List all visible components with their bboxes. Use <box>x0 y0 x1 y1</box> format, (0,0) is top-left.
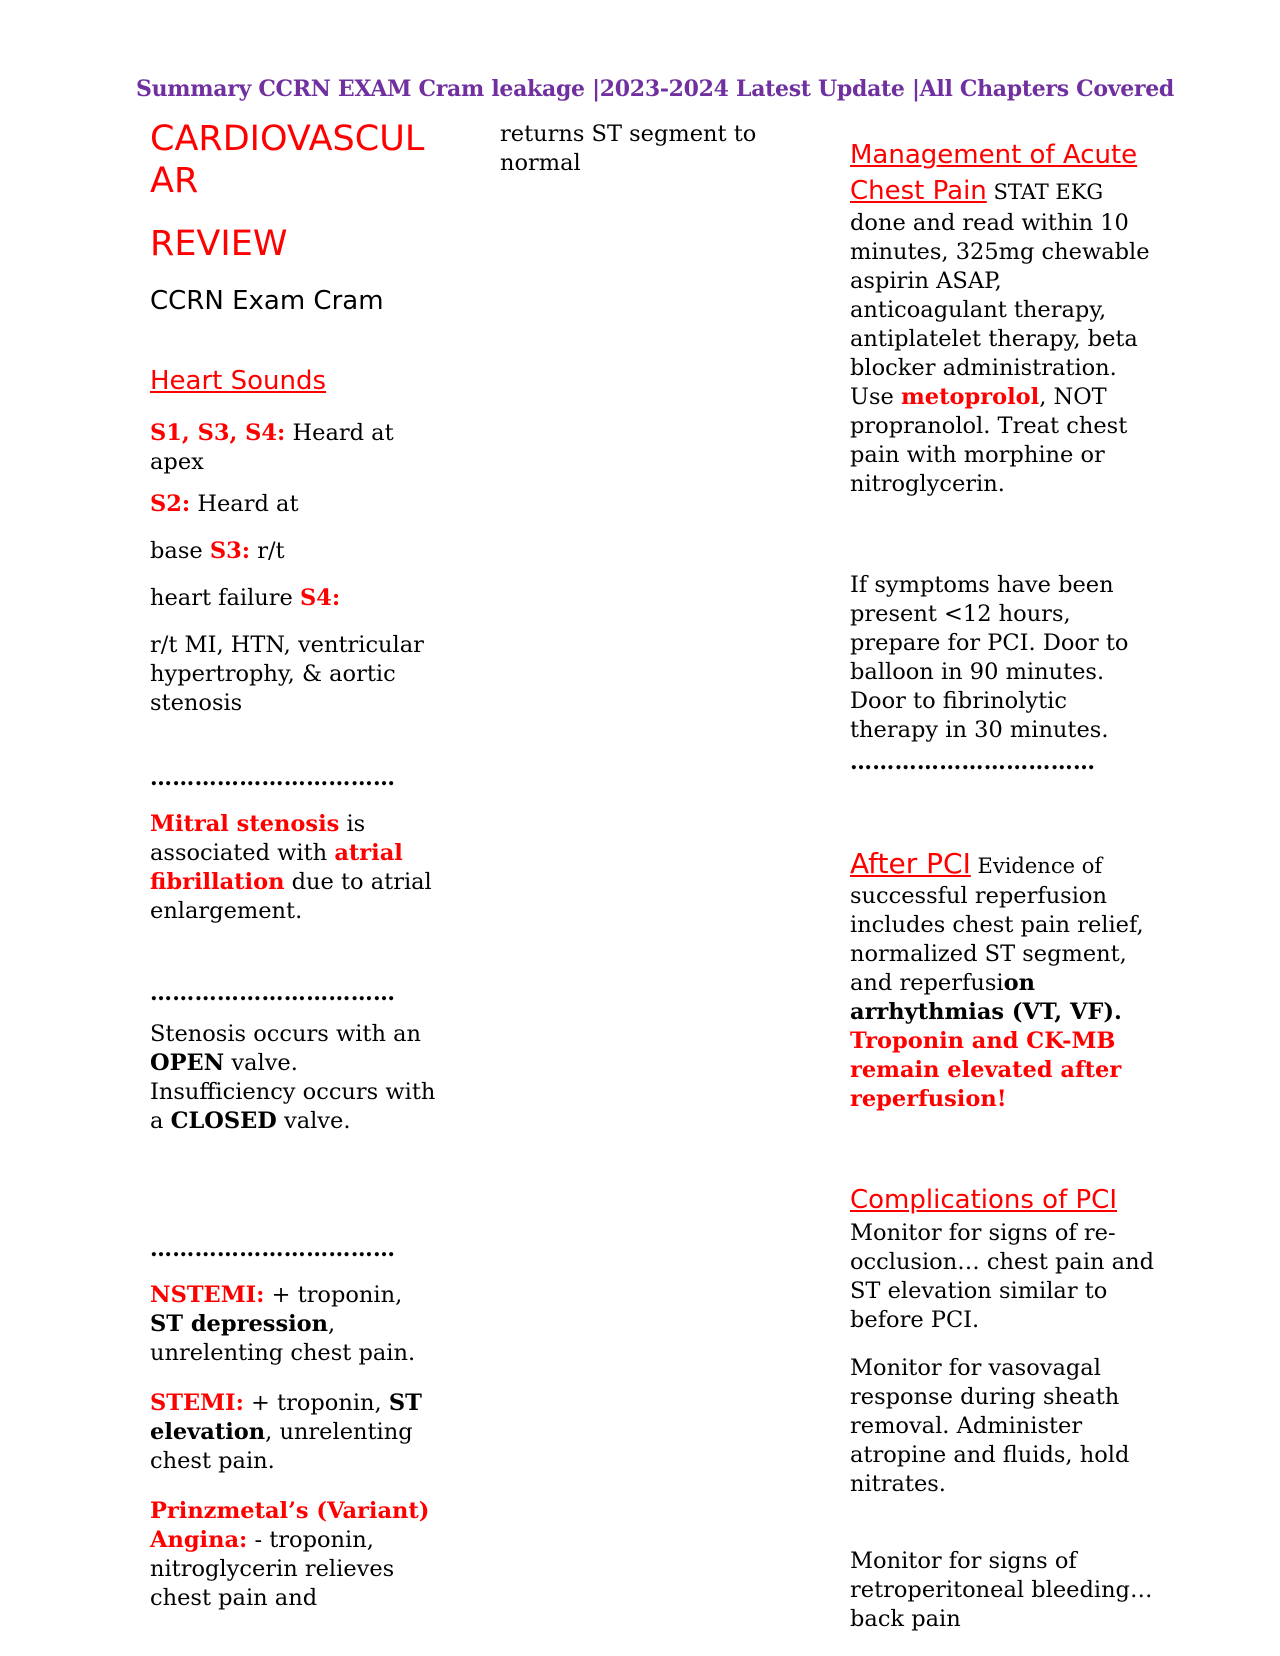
stemi-text2: , unrelenting chest pain. <box>150 1419 413 1474</box>
complications-text1: Monitor for signs of re-occlusion… chest pain and ST elevation similar to before PCI. <box>850 1220 1154 1333</box>
closed-label: CLOSED <box>170 1108 277 1134</box>
open-label: OPEN <box>150 1050 225 1076</box>
s134-paragraph <box>150 419 440 477</box>
cardio-title-line1: CARDIOVASCUL <box>150 119 425 159</box>
after-pci-paragraph <box>850 846 1160 1114</box>
subtitle: CCRN Exam Cram <box>150 286 384 316</box>
nstemi-bold: ST depression <box>150 1311 329 1337</box>
stemi-text1: + troponin, <box>243 1390 389 1416</box>
prinzmetal-label: Prinzmetal’s (Variant) Angina: <box>150 1498 430 1553</box>
divider-3: …………………………… <box>150 1236 396 1262</box>
symptoms-paragraph: If symptoms have been present <12 hours, prepare for PCI. Door to balloon in 90 minutes. Door to fibrinolytic therapy in 30 minutes. <box>850 572 1129 743</box>
nstemi-text1: + troponin, <box>264 1282 403 1308</box>
cardio-title-line3: REVIEW <box>150 224 288 264</box>
st-continuation: returns ST segment to normal <box>500 121 757 176</box>
nstemi-label: NSTEMI: <box>150 1282 265 1308</box>
stenosis-text1: Stenosis occurs with an <box>150 1021 421 1047</box>
mgmt-paragraph <box>850 137 1160 499</box>
mitral-label: Mitral stenosis <box>150 811 340 837</box>
after-pci-heading: After PCI <box>850 847 971 880</box>
mitral-text1: is associated with <box>150 811 366 866</box>
s134-text: Heard at apex <box>150 420 394 475</box>
cardio-title-line2: AR <box>150 161 199 201</box>
metoprolol-label: metoprolol <box>900 384 1040 410</box>
stenosis-text2: valve. Insufficiency occurs with a <box>150 1050 436 1134</box>
stenosis-paragraph <box>150 1020 440 1136</box>
mgmt-heading: Management of Acute Chest Pain <box>850 140 1138 206</box>
s2-text: Heard at <box>190 491 299 517</box>
nstemi-text2: , unrelenting chest pain. <box>150 1311 416 1366</box>
after-pci-lead: Evidence of <box>970 854 1103 878</box>
hf-text: heart failure <box>150 585 301 611</box>
complications-heading: Complications of PCI <box>850 1185 1118 1215</box>
document-header <box>0 76 1280 102</box>
afib-label: atrial fibrillation <box>150 840 403 895</box>
s3-paragraph <box>150 537 440 566</box>
mitral-text2: due to atrial enlargement. <box>150 869 432 924</box>
stemi-paragraph <box>150 1389 440 1476</box>
after-pci-bold: on arrhythmias (VT, VF). <box>850 970 1122 1025</box>
after-pci-red: Troponin and CK-MB remain elevated after reperfusion! <box>850 1028 1122 1112</box>
s2-paragraph <box>150 490 440 519</box>
complications-text3: Monitor for signs of retroperitoneal bleeding… back pain <box>850 1548 1153 1632</box>
nstemi-paragraph <box>150 1281 440 1368</box>
divider-4: …………………………… <box>850 749 1096 775</box>
heart-sounds-heading: Heart Sounds <box>150 366 327 396</box>
header-title: Summary CCRN EXAM Cram leakage |2023-2024 Latest Update |All Chapters Covered <box>136 76 1174 102</box>
mgmt-lead: STAT EKG <box>986 180 1104 204</box>
divider-1: …………………………… <box>150 765 396 791</box>
prinzmetal-paragraph <box>150 1497 440 1613</box>
s4-paragraph <box>150 584 440 613</box>
mitral-paragraph <box>150 810 440 926</box>
stemi-label: STEMI: <box>150 1390 244 1416</box>
s4-label: S4: <box>300 585 341 611</box>
stenosis-text3: valve. <box>276 1108 351 1134</box>
s3-text: r/t <box>250 538 285 564</box>
complications-text2: Monitor for vasovagal response during sheath removal. Administer atropine and fluids, hold nitrates. <box>850 1355 1130 1497</box>
after-pci-text1: successful reperfusion includes chest pain relief, normalized ST segment, and reperfusi <box>850 883 1144 996</box>
divider-2: …………………………… <box>150 980 396 1006</box>
mgmt-text2: , NOT propranolol. Treat chest pain with morphine or nitroglycerin. <box>850 384 1128 497</box>
stemi-bold: ST elevation <box>150 1390 422 1445</box>
prinzmetal-text: - troponin, nitroglycerin relieves chest pain and <box>150 1527 395 1611</box>
s4-description: r/t MI, HTN, ventricular hypertrophy, & aortic stenosis <box>150 632 424 716</box>
s134-label: S1, S3, S4: <box>150 420 286 446</box>
mgmt-text1: done and read within 10 minutes, 325mg chewable aspirin ASAP, anticoagulant therapy, antiplatelet therapy, beta blocker administration. Use <box>850 210 1150 410</box>
base-text: base <box>150 538 210 564</box>
s2-label: S2: <box>150 491 191 517</box>
s3-label: S3: <box>209 538 251 564</box>
